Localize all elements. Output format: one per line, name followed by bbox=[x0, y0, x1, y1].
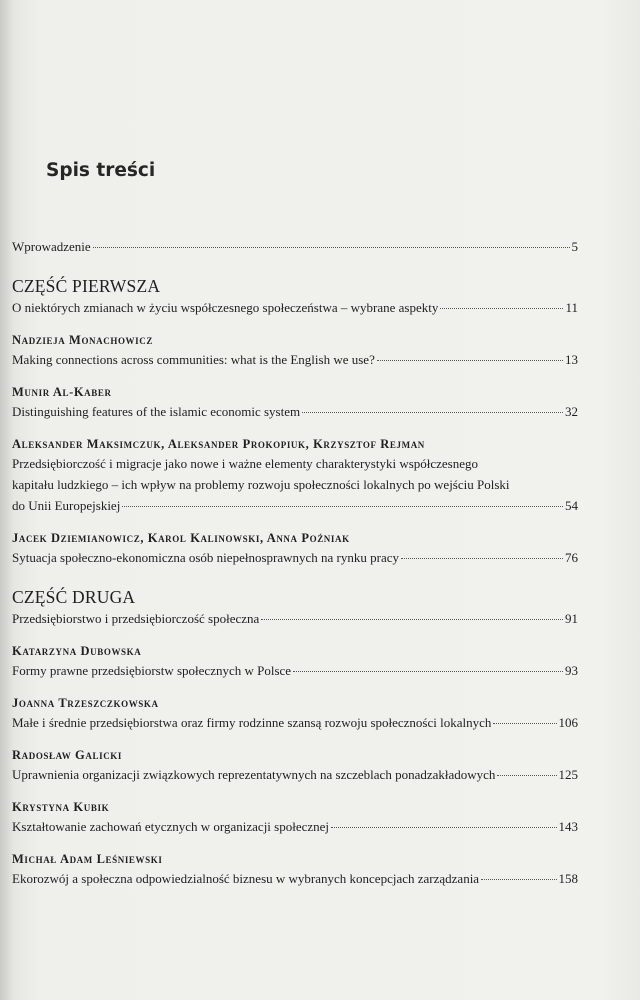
page-number: 5 bbox=[571, 239, 578, 254]
toc-entry-introduction[interactable] bbox=[12, 236, 578, 257]
dot-leader bbox=[401, 558, 563, 559]
entry-title-line: do Unii Europejskiej bbox=[12, 498, 121, 513]
entry-authors: Michał Adam Leśniewski bbox=[12, 852, 163, 866]
entry-title: Przedsiębiorstwo i przedsiębiorczość społeczna bbox=[12, 611, 260, 626]
entry-authors: Joanna Trzeszczkowska bbox=[12, 696, 159, 710]
page-number: 143 bbox=[558, 819, 578, 834]
dot-leader bbox=[302, 412, 563, 413]
toc-entry[interactable] bbox=[12, 868, 578, 889]
page-number: 93 bbox=[565, 663, 578, 678]
toc-entry-part-two-intro[interactable] bbox=[12, 608, 578, 629]
dot-leader bbox=[377, 360, 563, 361]
entry-authors: Nadzieja Monachowicz bbox=[12, 333, 153, 347]
page-number: 13 bbox=[565, 352, 578, 367]
page-number: 125 bbox=[558, 767, 578, 782]
page-number: 106 bbox=[558, 715, 578, 730]
page-number: 32 bbox=[565, 404, 578, 419]
entry-title: Formy prawne przedsiębiorstw społecznych w Polsce bbox=[12, 663, 292, 678]
entry-title-line[interactable]: kapitału ludzkiego – ich wpływ na problemy rozwoju społeczności lokalnych po wejściu Polski bbox=[12, 477, 510, 492]
entry-authors: Katarzyna Dubowska bbox=[12, 644, 142, 658]
part-one-title: CZĘŚĆ PIERWSZA bbox=[12, 276, 161, 296]
entry-authors: Munir Al-Kaber bbox=[12, 385, 112, 399]
toc-entry[interactable] bbox=[12, 349, 578, 370]
entry-title: Distinguishing features of the islamic economic system bbox=[12, 404, 301, 419]
page-number: 11 bbox=[565, 300, 578, 315]
toc-entry-part-one-intro[interactable] bbox=[12, 297, 578, 318]
entry-authors: Radosław Galicki bbox=[12, 748, 122, 762]
dot-leader bbox=[261, 619, 563, 620]
dot-leader bbox=[440, 308, 563, 309]
entry-title: Wprowadzenie bbox=[12, 239, 91, 254]
page-number: 158 bbox=[558, 871, 578, 886]
entry-title: Kształtowanie zachowań etycznych w organizacji społecznej bbox=[12, 819, 330, 834]
entry-title-line[interactable]: Przedsiębiorczość i migracje jako nowe i ważne elementy charakterystyki współczesnego bbox=[12, 456, 479, 471]
toc-heading: Spis treści bbox=[46, 160, 156, 181]
entry-title: Uprawnienia organizacji związkowych reprezentatywnych na szczeblach ponadzakładowych bbox=[12, 767, 496, 782]
toc-entry[interactable] bbox=[12, 816, 578, 837]
toc-entry[interactable] bbox=[12, 547, 578, 568]
entry-title: Małe i średnie przedsiębiorstwa oraz firmy rodzinne szansą rozwoju społeczności lokalnych bbox=[12, 715, 492, 730]
dot-leader bbox=[293, 671, 563, 672]
entry-authors: Aleksander Maksimczuk, Aleksander Prokopiuk, Krzysztof Rejman bbox=[12, 437, 425, 451]
dot-leader bbox=[481, 879, 556, 880]
toc-entry[interactable] bbox=[12, 660, 578, 681]
part-two-title: CZĘŚĆ DRUGA bbox=[12, 587, 136, 607]
entry-title: Ekorozwój a społeczna odpowiedzialność biznesu w wybranych koncepcjach zarządzania bbox=[12, 871, 480, 886]
page-number: 76 bbox=[565, 550, 578, 565]
toc-entry[interactable] bbox=[12, 401, 578, 422]
dot-leader bbox=[331, 827, 556, 828]
entry-authors: Jacek Dziemianowicz, Karol Kalinowski, Anna Poźniak bbox=[12, 531, 350, 545]
entry-title: Sytuacja społeczno-ekonomiczna osób niepełnosprawnych na rynku pracy bbox=[12, 550, 399, 565]
page-number: 54 bbox=[565, 498, 578, 513]
toc-entry[interactable] bbox=[12, 764, 578, 785]
toc-entry[interactable] bbox=[12, 495, 578, 516]
page-number: 91 bbox=[565, 611, 578, 626]
dot-leader bbox=[93, 247, 570, 248]
dot-leader bbox=[497, 775, 556, 776]
entry-title: Making connections across communities: what is the English we use? bbox=[12, 352, 375, 367]
entry-authors: Krystyna Kubik bbox=[12, 800, 110, 814]
dot-leader bbox=[493, 723, 556, 724]
toc-list bbox=[12, 236, 578, 889]
toc-entry[interactable] bbox=[12, 712, 578, 733]
entry-title: O niektórych zmianach w życiu współczesnego społeczeństwa – wybrane aspekty bbox=[12, 300, 439, 315]
dot-leader bbox=[122, 506, 563, 507]
